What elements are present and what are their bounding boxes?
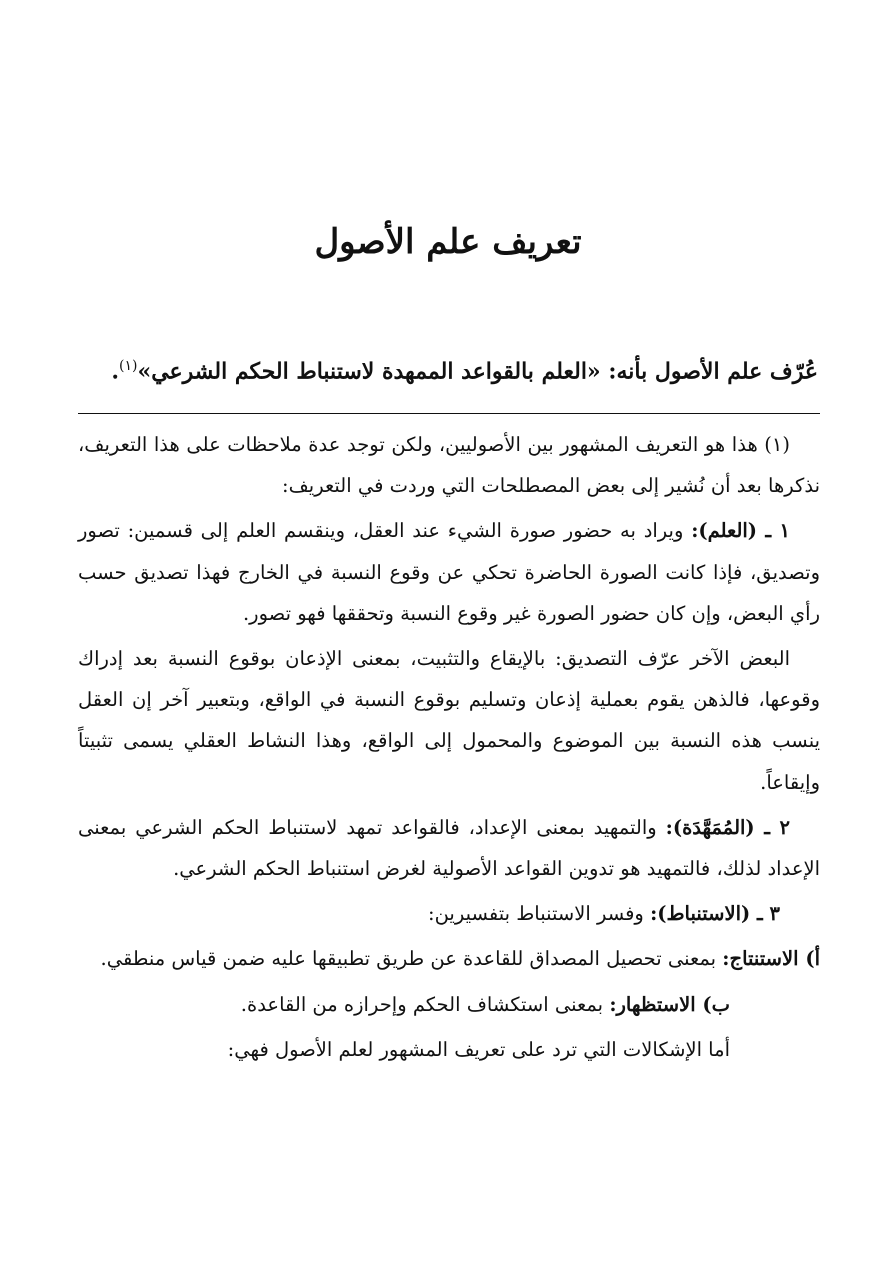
footnote-item-1-continued: البعض الآخر عرّف التصديق: بالإيقاع والتثبيت، بمعنى الإذعان بوقوع النسبة بعد إدراك وقوعها، فالذهن يقوم بعملية إذعان وتسليم بوقوع النسبة في الواقع، وبتعبير آخر إن العقل ينسب هذه النسبة بين الموضوع والمحمول إلى الواقع، وهذا النشاط العقلي يسمى تثبيتاً وإيقاعاً. xyxy=(78,647,820,794)
footnote-separator xyxy=(78,413,820,414)
footnote-item-3 xyxy=(78,893,820,934)
definition-text: عُرّف علم الأصول بأنه: «العلم بالقواعد الممهدة لاستنباط الحكم الشرعي» xyxy=(137,358,818,385)
item-a-text: بمعنى تحصيل المصداق للقاعدة عن طريق تطبيقها عليه ضمن قياس منطقي. xyxy=(100,947,723,971)
footnote-body xyxy=(78,424,820,1074)
item-2-heading: ٢ ـ (المُمَهَّدَة): xyxy=(665,815,790,839)
item-1-text: ويراد به حضور صورة الشيء عند العقل، وينقسم العلم إلى قسمين: تصور وتصديق، فإذا كانت الصورة الحاضرة تحكي عن وقوع النسبة في الخارج فهذا تصديق حسب رأي البعض، وإن كان حضور الصورة غير وقوع النسبة وتحققها فهو تصور. xyxy=(78,519,820,625)
item-a-heading: أ) الاستنتاج: xyxy=(722,947,820,971)
item-2-text: والتمهيد بمعنى الإعداد، فالقواعد تمهد لاستنباط الحكم الشرعي بمعنى الإعداد لذلك، فالتمهيد هو تدوين القواعد الأصولية لغرض استنباط الحكم الشرعي. xyxy=(78,815,820,881)
footnote-closing: أما الإشكالات التي ترد على تعريف المشهور لعلم الأصول فهي: xyxy=(227,1037,730,1061)
footnote-intro: (١) هذا هو التعريف المشهور بين الأصوليين، ولكن توجد عدة ملاحظات على هذا التعريف، نذكرها بعد أن نُشير إلى بعض المصطلحات التي وردت في التعريف: xyxy=(78,433,820,498)
item-b-text: بمعنى استكشاف الحكم وإحرازه من القاعدة. xyxy=(240,992,610,1016)
item-3-text: وفسر الاستنباط بتفسيرين: xyxy=(428,902,651,926)
footnote-item-b xyxy=(78,984,820,1025)
footnote-item-a xyxy=(78,938,820,979)
footnote-item-1 xyxy=(78,510,820,634)
item-3-heading: ٣ ـ (الاستنباط): xyxy=(650,902,780,926)
item-b-heading: ب) الاستظهار: xyxy=(609,992,730,1016)
page-title: تعريف علم الأصول xyxy=(314,222,582,262)
item-1-heading: ١ ـ (العلم): xyxy=(691,519,790,543)
footnote-reference[interactable]: (١) xyxy=(118,358,138,374)
definition-line xyxy=(78,358,818,384)
footnote-item-2 xyxy=(78,807,820,889)
definition-end: . xyxy=(111,358,119,385)
